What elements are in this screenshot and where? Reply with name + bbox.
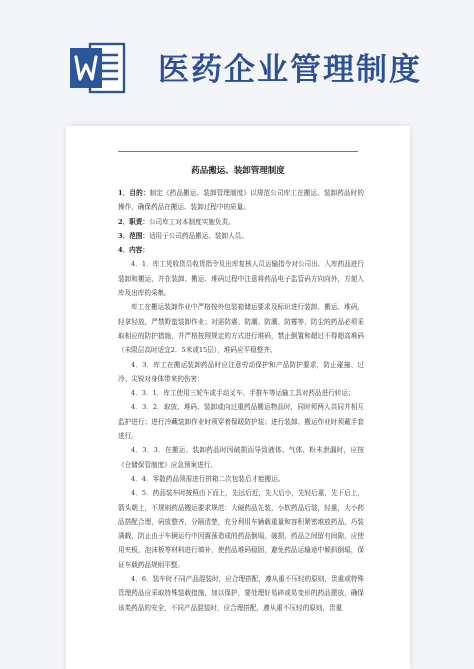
paragraph-4-6: 4．6．装车时不同产品混装时，应合理搭配，遵从重不压轻的原则，贵重或特殊管理药品应采取特殊装载措施，加以保护，要处理好易碎或易变形的药品摆放，确保该类药品的安全，不同产品混装时，应合理搭配，遵从重不压轻的原则，贵重 [118, 575, 364, 612]
duty-label: 2．职责： [118, 217, 149, 226]
paragraph-4-3-3: 4．3．3．在搬运、装卸药品时因破损而导致液体、气体、粉末泄漏时，应按《仓储保管制度》应急预案进行。 [118, 446, 364, 469]
content-label: 4．内容： [118, 246, 149, 255]
paragraph-4-3: 4．3．库工在搬运装卸药品时应注意劳动保护和产品防护要求，防止碰撞、过冷、尖锐对身体带来的伤害： [118, 360, 364, 383]
duty-text: 公司库工对本制度实施负责。 [148, 217, 235, 226]
header-banner [0, 0, 474, 122]
paragraph-4-5: 4．5．药品装车时按照由下而上，先远后近，先大后小，先轻后重，先下后上，箭头朝上，不规则药品搬运要求规范：大硬药品先装，小软药品后装，轻重，大小药品搭配合理，码放整齐，分隔清楚，充分利用车辆载重量和容积紧密堆放药品，巧装满载，防止由于车辆运行中因震荡造成的药品倒塌，破损，药品之间留有间隙，应使用夹板，泡沫板等材料进行填补，使药品堆码稳固，避免药品运输途中倾斜倒塌，保证车载药品规则平整。 [118, 489, 364, 569]
paragraph-general: 库工在搬运装卸作业中严格按外包装箱储运要求及标识进行装卸、搬运、堆码，轻拿轻放，严禁野蛮装卸作业；对需防震、防潮、防潮、防霉等，防尘的药品必须采取相应的防护措施，并严格按照规定的方式进行堆码，禁止倒置和超过不得超高堆码（未限层高时适宜2．5米或15层），堆码应平稳整齐。 [118, 303, 364, 355]
scope-text: 适用于公司药品搬运、装卸人员。 [148, 231, 248, 240]
scope-paragraph [118, 229, 364, 243]
word-icon [68, 38, 128, 98]
document-page [66, 126, 410, 669]
document-title: 药品搬运、装卸管理制度 [191, 166, 285, 176]
header-rule [118, 151, 358, 152]
paragraph-4-1: 4．1．库工凭收货员收货指令及出库复核人员运输指令对公司出、入库药品进行装卸和搬运，并在装卸、搬运、堆码过程中注意将药品电子监管码方向向外，方便入库及出库的采集。 [118, 260, 364, 298]
paragraph-4-3-2: 4．3．2．取放、堆码、装卸或向过重药品搬运物品时，同时须两人共同并相互监护进行；进行冷藏装卸作业时须穿着保暖防护装；进行装卸、搬运作业时须戴手套进行。 [118, 403, 364, 441]
content-heading [118, 243, 364, 257]
document-body [118, 186, 364, 615]
duty-paragraph [118, 215, 364, 229]
paragraph-4-4: 4．4．零散药品须需进行拼箱二次包装后才能搬运。 [131, 474, 285, 483]
purpose-paragraph [118, 186, 364, 215]
paragraph-4-3-1: 4．3．1．库工使用三轮车或手动叉车、手推车等运输工具对药品进行转运； [131, 389, 355, 398]
scope-label: 3．范围： [118, 231, 149, 240]
banner-title: 医药企业管理制度 [158, 52, 422, 88]
purpose-text: 制定《药品搬运、装卸管理制度》以规范公司库工在搬运、装卸药品时的操作，确保药品在搬运、装卸过程中的质量。 [118, 189, 365, 212]
purpose-label: 1．目的： [118, 189, 150, 197]
